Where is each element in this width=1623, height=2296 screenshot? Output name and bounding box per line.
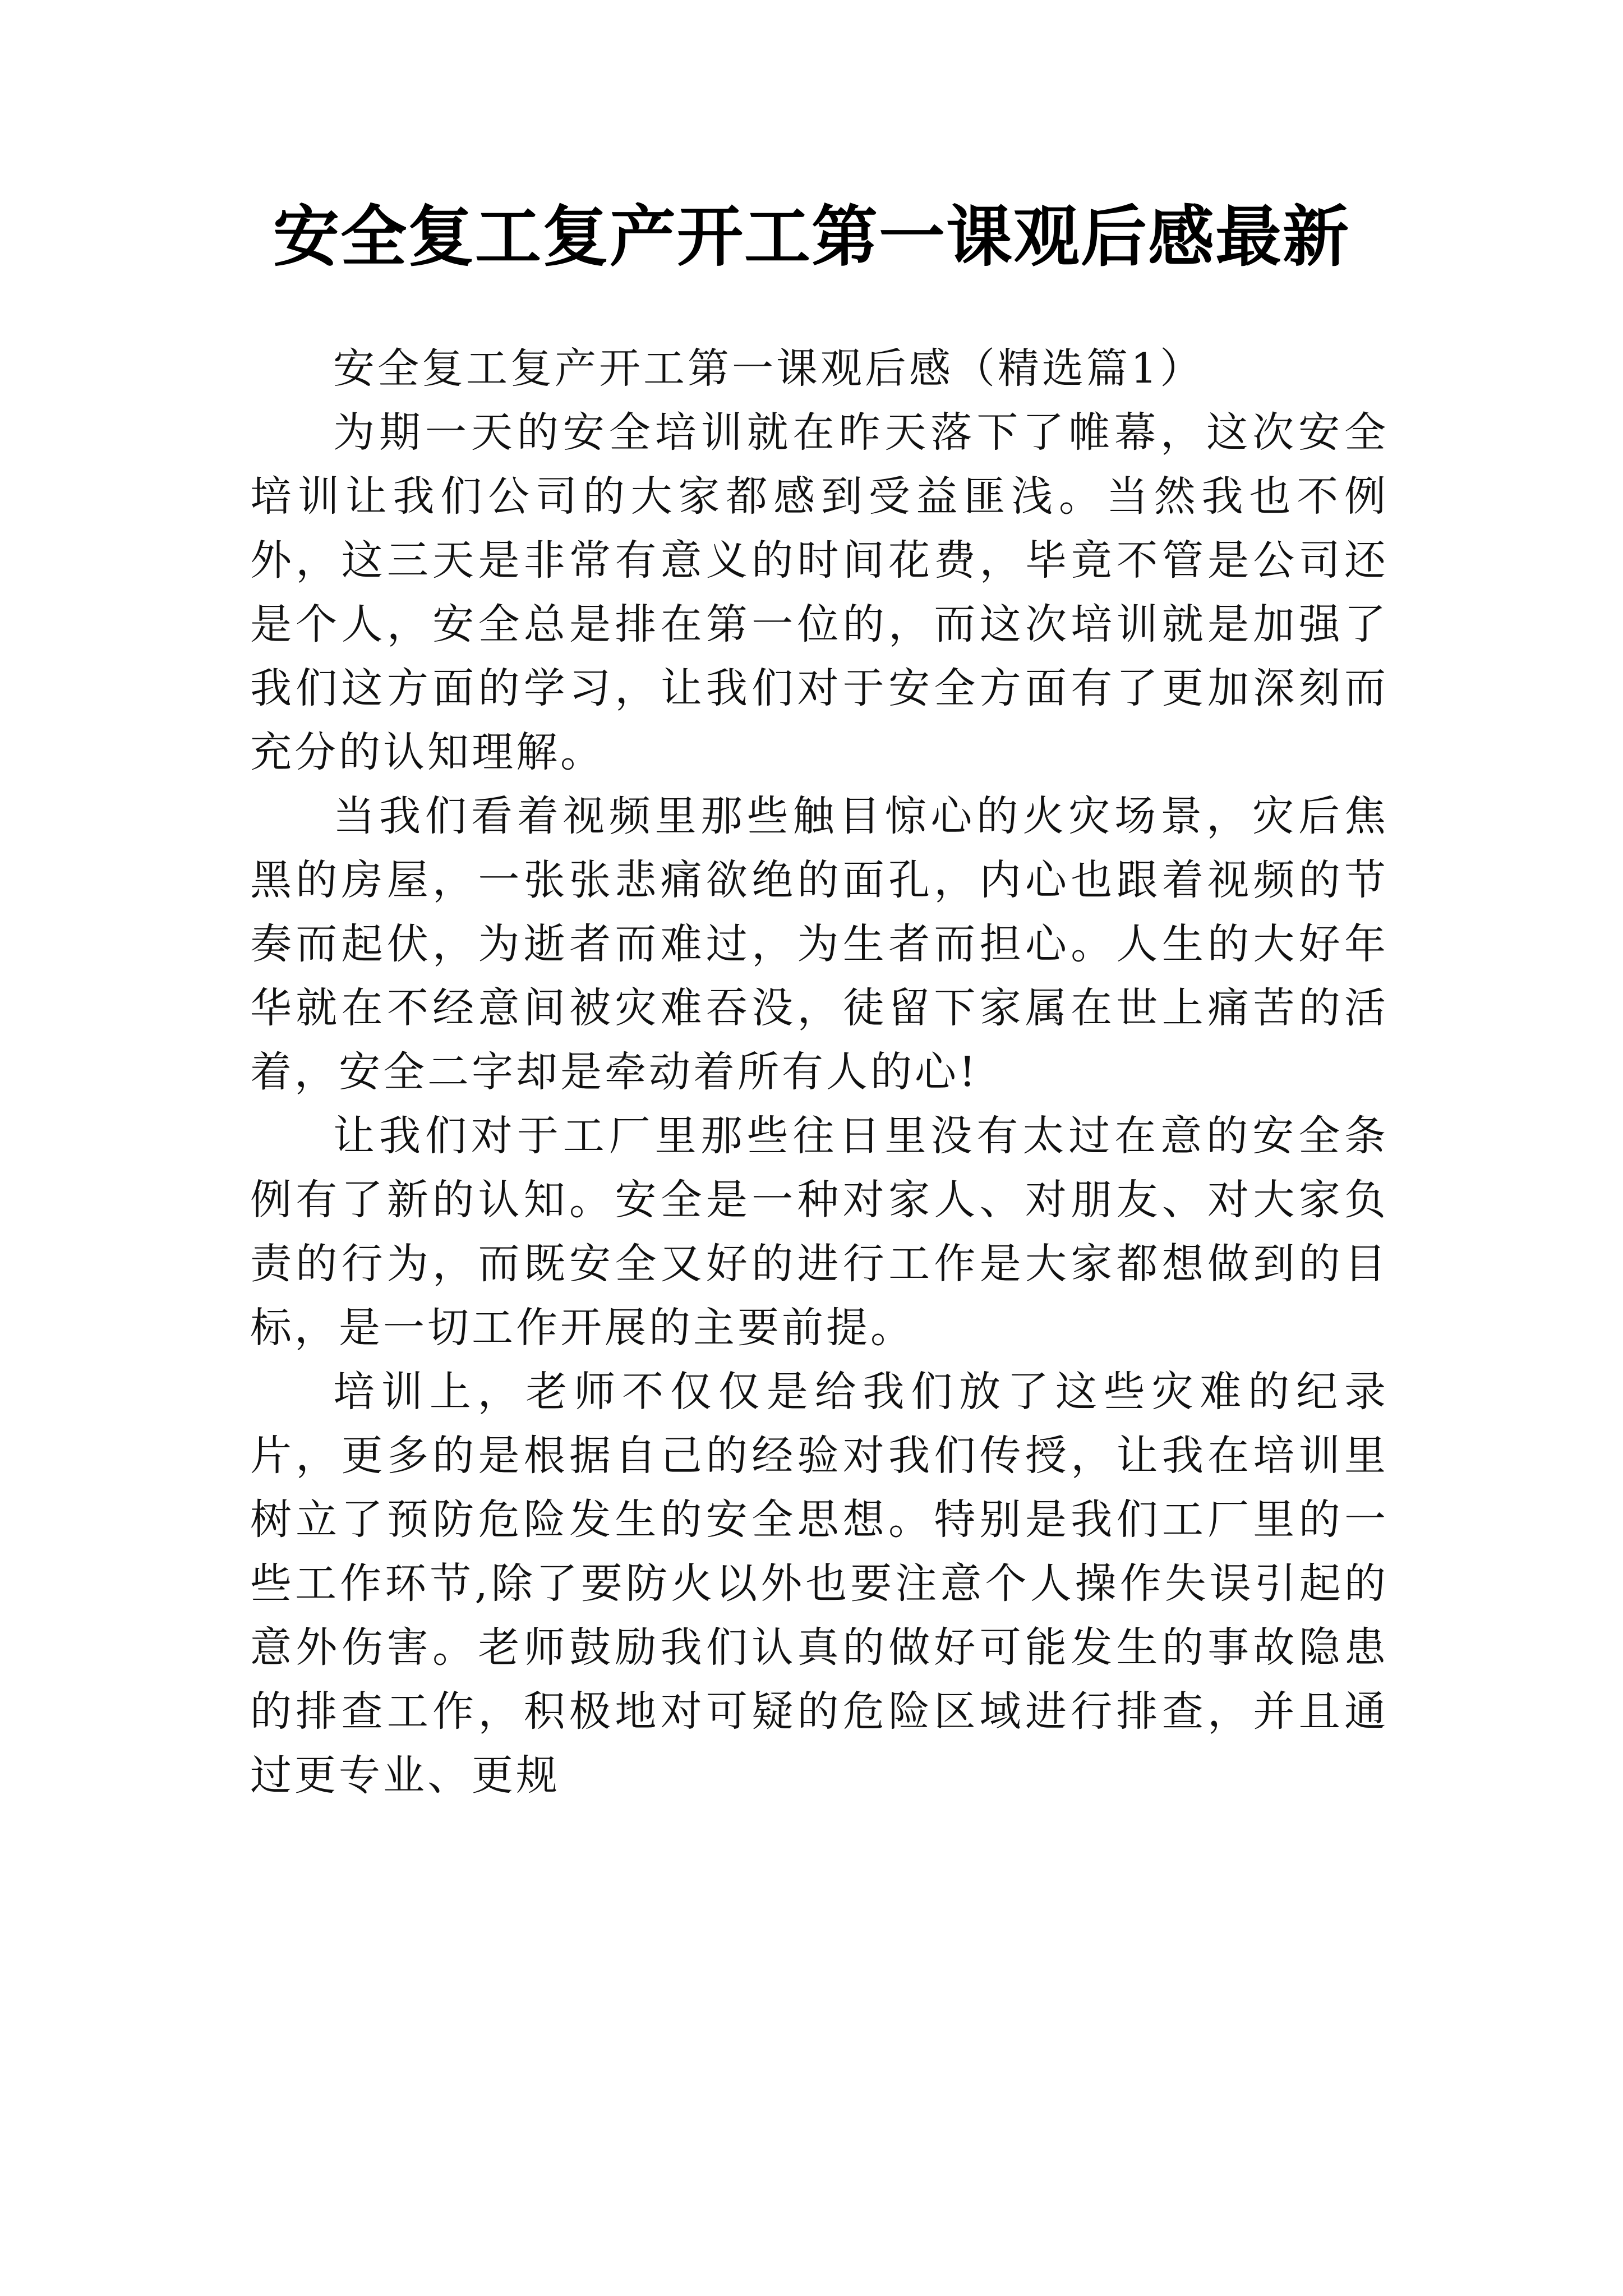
section-heading: 安全复工复产开工第一课观后感（精选篇1）: [333, 344, 1205, 393]
document-body: [250, 337, 1389, 1807]
paragraph: 当我们看着视频里那些触目惊心的火灾场景，灾后焦黑的房屋，一张张悲痛欲绝的面孔，内心也跟着视频的节奏而起伏，为逝者而难过，为生者而担心。人生的大好年华就在不经意间被灾难吞没，徒留下家属在世上痛苦的活着，安全二字却是牵动着所有人的心!: [250, 792, 1389, 1096]
paragraph: 让我们对于工厂里那些往日里没有太过在意的安全条例有了新的认知。安全是一种对家人、对朋友、对大家负责的行为，而既安全又好的进行工作是大家都想做到的目标，是一切工作开展的主要前提。: [250, 1112, 1389, 1352]
paragraph: 为期一天的安全培训就在昨天落下了帷幕，这次安全培训让我们公司的大家都感到受益匪浅。当然我也不例外，这三天是非常有意义的时间花费，毕竟不管是公司还是个人，安全总是排在第一位的，而这次培训就是加强了我们这方面的学习，让我们对于安全方面有了更加深刻而充分的认知理解。: [250, 408, 1389, 776]
paragraph: 培训上，老师不仅仅是给我们放了这些灾难的纪录片，更多的是根据自己的经验对我们传授，让我在培训里树立了预防危险发生的安全思想。特别是我们工厂里的一些工作环节,除了要防火以外也要注意个人操作失误引起的意外伤害。老师鼓励我们认真的做好可能发生的事故隐患的排查工作，积极地对可疑的危险区域进行排查，并且通过更专业、更规: [250, 1368, 1389, 1800]
document-title: 安全复工复产开工第一课观后感最新: [273, 197, 1350, 275]
